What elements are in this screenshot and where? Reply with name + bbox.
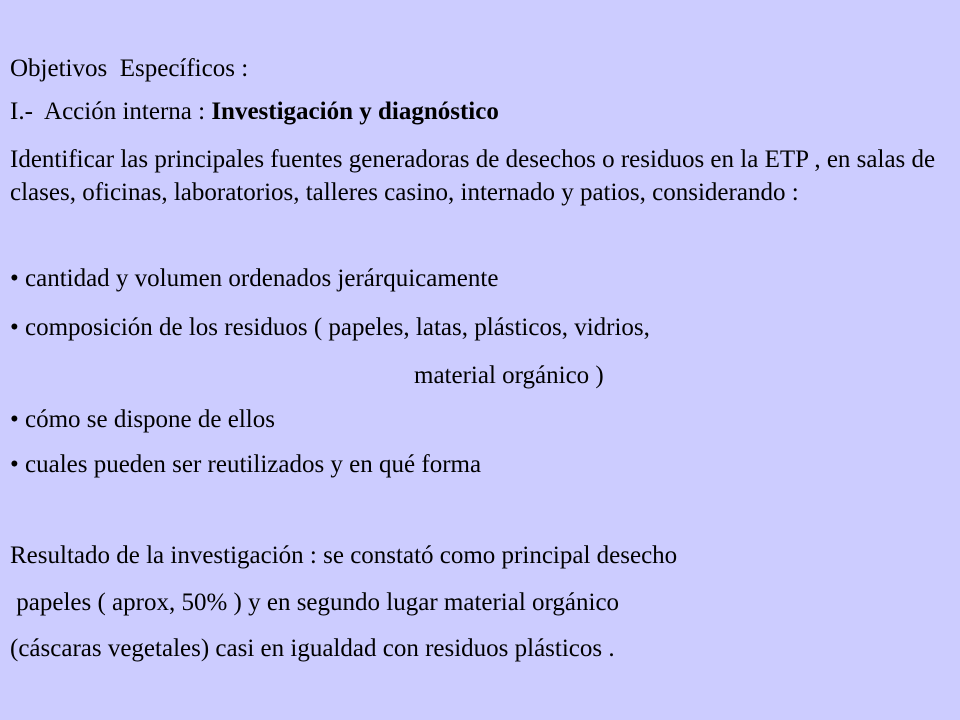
section-heading — [10, 97, 499, 127]
heading: Objetivos Específicos : — [10, 55, 249, 82]
result-line: papeles ( aprox, 50% ) y en segundo lugar material orgánico — [10, 589, 620, 616]
result-line: Resultado de la investigación : se constató como principal desecho — [10, 542, 678, 569]
result-line: (cáscaras vegetales) casi en igualdad con residuos plásticos . — [10, 635, 615, 662]
section-prefix: I.- Acción interna : — [10, 98, 212, 125]
bullet-item: • cuales pueden ser reutilizados y en qué forma — [10, 451, 482, 478]
intro-paragraph: Identificar las principales fuentes generadoras de desechos o residuos en la ETP , en salas de clases, oficinas, laboratorios, talleres casino, internado y patios, considerando : — [10, 146, 936, 206]
bullet-item: • composición de los residuos ( papeles, latas, plásticos, vidrios, — [10, 314, 650, 341]
section-title: Investigación y diagnóstico — [211, 98, 499, 125]
bullet-item: • cantidad y volumen ordenados jerárquicamente — [10, 265, 499, 292]
bullet-item: • cómo se dispone de ellos — [10, 406, 275, 433]
bullet-continuation: material orgánico ) — [414, 362, 604, 389]
